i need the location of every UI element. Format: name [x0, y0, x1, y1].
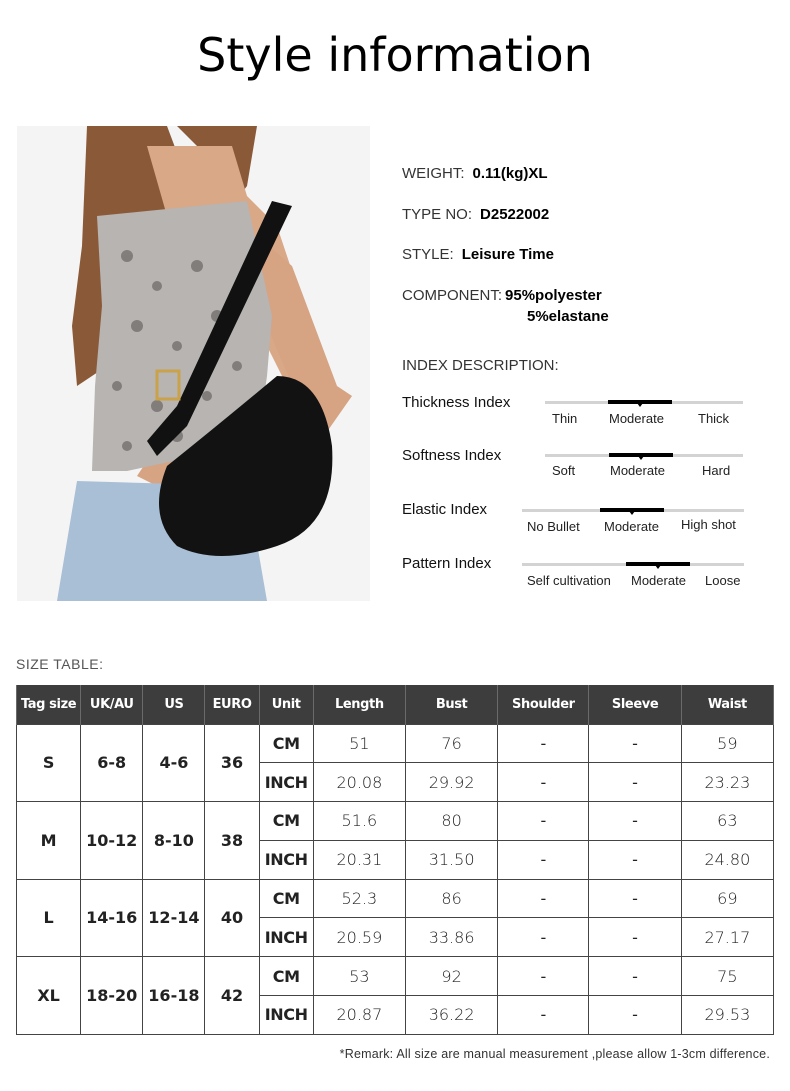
- length-cell: 52.3: [313, 879, 405, 918]
- elastic-option-moderate: Moderate: [604, 519, 659, 534]
- size-table-label: SIZE TABLE:: [16, 656, 104, 672]
- thickness-pointer-icon: [637, 403, 643, 407]
- bust-cell: 76: [405, 724, 497, 763]
- elastic-option-high-shot: High shot: [681, 517, 736, 532]
- uk-au-cell: 18-20: [81, 957, 143, 1035]
- bust-cell: 33.86: [405, 918, 497, 957]
- size-table: [16, 685, 774, 1035]
- component-value-2: 5%elastane: [527, 308, 609, 325]
- length-cell: 20.87: [313, 996, 405, 1035]
- thickness-index-scale: [545, 401, 743, 404]
- euro-cell: 36: [205, 724, 259, 802]
- waist-cell: 27.17: [681, 918, 773, 957]
- euro-cell: 40: [205, 879, 259, 957]
- waist-cell: 69: [681, 879, 773, 918]
- waist-cell: 59: [681, 724, 773, 763]
- tag-size-cell: S: [17, 724, 81, 802]
- us-cell: 12-14: [143, 879, 205, 957]
- uk-au-cell: 10-12: [81, 802, 143, 880]
- type-no-label: TYPE NO:: [402, 206, 473, 223]
- size-table-header: [17, 685, 774, 724]
- us-cell: 8-10: [143, 802, 205, 880]
- length-cell: 20.08: [313, 763, 405, 802]
- elastic-option-no-bullet: No Bullet: [527, 519, 580, 534]
- header-unit: Unit: [259, 685, 313, 724]
- length-cell: 53: [313, 957, 405, 996]
- measurement-remark: *Remark: All size are manual measurement ,please allow 1-3cm difference.: [339, 1047, 770, 1061]
- header-tag-size: Tag size: [17, 685, 81, 724]
- header-bust: Bust: [405, 685, 497, 724]
- shoulder-cell: -: [498, 840, 589, 879]
- pattern-pointer-icon: [655, 565, 661, 569]
- sleeve-cell: -: [589, 840, 681, 879]
- header-us: US: [143, 685, 205, 724]
- shoulder-cell: -: [498, 802, 589, 841]
- softness-option-soft: Soft: [552, 463, 576, 478]
- weight-label: WEIGHT:: [402, 165, 465, 182]
- pattern-option-loose: Loose: [705, 573, 741, 588]
- elastic-index-label: Elastic Index: [402, 501, 488, 518]
- unit-cell: CM: [259, 724, 313, 763]
- header-shoulder: Shoulder: [498, 685, 589, 724]
- shoulder-cell: -: [498, 996, 589, 1035]
- model-illustration-icon: [17, 126, 370, 601]
- sleeve-cell: -: [589, 957, 681, 996]
- component-label: COMPONENT:: [402, 287, 503, 304]
- unit-cell: INCH: [259, 918, 313, 957]
- component-row: [402, 287, 602, 304]
- unit-cell: CM: [259, 879, 313, 918]
- bust-cell: 92: [405, 957, 497, 996]
- weight-row: [402, 165, 548, 182]
- shoulder-cell: -: [498, 957, 589, 996]
- table-row-s-cm: [17, 724, 774, 763]
- header-euro: EURO: [205, 685, 259, 724]
- thickness-option-moderate: Moderate: [609, 411, 664, 426]
- softness-option-moderate: Moderate: [610, 463, 665, 478]
- softness-option-hard: Hard: [702, 463, 731, 478]
- uk-au-cell: 14-16: [81, 879, 143, 957]
- shoulder-cell: -: [498, 918, 589, 957]
- sleeve-cell: -: [589, 802, 681, 841]
- table-row-m-cm: [17, 802, 774, 841]
- thickness-index-label: Thickness Index: [402, 394, 511, 411]
- type-no-row: [402, 206, 549, 223]
- unit-cell: CM: [259, 957, 313, 996]
- bust-cell: 29.92: [405, 763, 497, 802]
- softness-index-scale: [545, 454, 743, 457]
- product-photo: [17, 126, 370, 601]
- softness-pointer-icon: [638, 456, 644, 460]
- thickness-option-thick: Thick: [698, 411, 730, 426]
- euro-cell: 42: [205, 957, 259, 1035]
- elastic-index-scale: [522, 509, 744, 512]
- sleeve-cell: -: [589, 724, 681, 763]
- unit-cell: INCH: [259, 996, 313, 1035]
- header-uk-au: UK/AU: [81, 685, 143, 724]
- pattern-option-self-cultivation: Self cultivation: [527, 573, 611, 588]
- sleeve-cell: -: [589, 763, 681, 802]
- table-row-l-cm: [17, 879, 774, 918]
- bust-cell: 31.50: [405, 840, 497, 879]
- component-value-1: 95%polyester: [505, 287, 602, 304]
- length-cell: 20.31: [313, 840, 405, 879]
- pattern-index-label: Pattern Index: [402, 555, 492, 572]
- length-cell: 20.59: [313, 918, 405, 957]
- waist-cell: 63: [681, 802, 773, 841]
- bust-cell: 36.22: [405, 996, 497, 1035]
- style-row: [402, 246, 554, 263]
- uk-au-cell: 6-8: [81, 724, 143, 802]
- waist-cell: 24.80: [681, 840, 773, 879]
- waist-cell: 29.53: [681, 996, 773, 1035]
- page-title: Style information: [197, 28, 593, 82]
- sleeve-cell: -: [589, 996, 681, 1035]
- pattern-option-moderate: Moderate: [631, 573, 686, 588]
- softness-index-label: Softness Index: [402, 447, 502, 464]
- thickness-option-thin: Thin: [552, 411, 578, 426]
- tag-size-cell: L: [17, 879, 81, 957]
- index-description-title: INDEX DESCRIPTION:: [402, 357, 559, 374]
- us-cell: 4-6: [143, 724, 205, 802]
- shoulder-cell: -: [498, 724, 589, 763]
- style-label: STYLE:: [402, 246, 454, 263]
- bust-cell: 80: [405, 802, 497, 841]
- weight-value: 0.11(kg)XL: [472, 165, 548, 182]
- shoulder-cell: -: [498, 879, 589, 918]
- header-length: Length: [313, 685, 405, 724]
- length-cell: 51.6: [313, 802, 405, 841]
- type-no-value: D2522002: [480, 206, 550, 223]
- euro-cell: 38: [205, 802, 259, 880]
- table-row-xl-cm: [17, 957, 774, 996]
- waist-cell: 75: [681, 957, 773, 996]
- waist-cell: 23.23: [681, 763, 773, 802]
- tag-size-cell: XL: [17, 957, 81, 1035]
- pattern-index-scale: [522, 563, 744, 566]
- unit-cell: INCH: [259, 763, 313, 802]
- sleeve-cell: -: [589, 879, 681, 918]
- unit-cell: CM: [259, 802, 313, 841]
- elastic-pointer-icon: [629, 511, 635, 515]
- sleeve-cell: -: [589, 918, 681, 957]
- style-value: Leisure Time: [461, 246, 554, 263]
- header-sleeve: Sleeve: [589, 685, 681, 724]
- bust-cell: 86: [405, 879, 497, 918]
- length-cell: 51: [313, 724, 405, 763]
- tag-size-cell: M: [17, 802, 81, 880]
- shoulder-cell: -: [498, 763, 589, 802]
- header-waist: Waist: [681, 685, 773, 724]
- us-cell: 16-18: [143, 957, 205, 1035]
- unit-cell: INCH: [259, 840, 313, 879]
